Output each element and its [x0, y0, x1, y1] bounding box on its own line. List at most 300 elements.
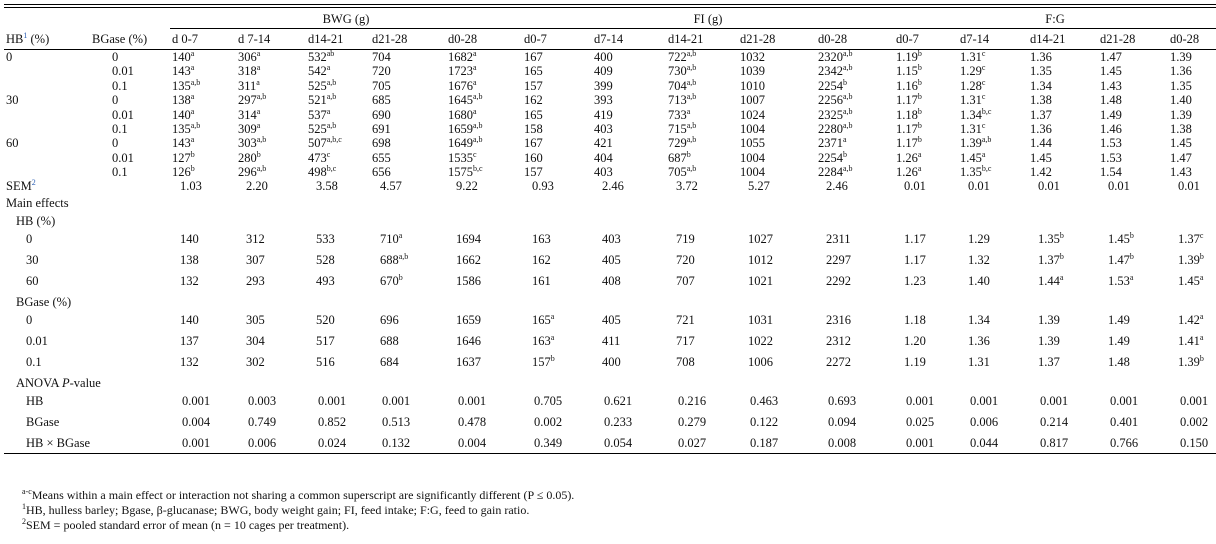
- cell-value: 1.54: [1100, 165, 1122, 179]
- table-cell: [1028, 93, 1098, 107]
- table-cell: [816, 93, 894, 107]
- table-cell: [958, 270, 1028, 291]
- table-cell: [1028, 64, 1098, 78]
- cell-value: 1.49: [1100, 107, 1122, 122]
- cell-value: 705: [372, 78, 391, 93]
- cell-superscript: a: [1129, 272, 1134, 282]
- cell-value: 722: [668, 50, 687, 64]
- cell-superscript: b: [686, 149, 691, 159]
- table-cell: [522, 50, 592, 65]
- cell-value: 670: [380, 273, 399, 288]
- table-cell: [958, 165, 1028, 179]
- table-cell: [738, 151, 816, 165]
- cell-superscript: a,b: [686, 164, 697, 173]
- cell-superscript: a: [190, 92, 195, 102]
- cell-superscript: b: [917, 106, 922, 116]
- table-cell: [446, 122, 522, 136]
- cell-value: 143: [172, 136, 191, 151]
- cell-superscript: a,b: [686, 63, 697, 73]
- table-cell: [170, 351, 236, 372]
- table-body: [4, 50, 1216, 454]
- table-cell: [894, 249, 958, 270]
- cell-value: 1.19: [896, 50, 918, 64]
- table-cell: [738, 64, 816, 78]
- table-cell: 0.001: [382, 393, 411, 408]
- cell-value: 1.45: [1100, 64, 1122, 79]
- cell-value: 302: [246, 354, 265, 369]
- table-cell: [894, 309, 958, 330]
- table-cell: [306, 270, 370, 291]
- table-cell: [894, 50, 958, 65]
- table-cell: [1098, 136, 1168, 150]
- table-cell: [306, 136, 370, 150]
- cell-value: 1.44: [1038, 273, 1060, 288]
- main-effect-level: 0.01: [26, 333, 48, 348]
- cell-superscript: b,c: [326, 164, 337, 173]
- results-table: [4, 4, 1216, 454]
- cell-value: 2254: [818, 78, 843, 93]
- footnote: [22, 518, 574, 533]
- bgase-level: 0.1: [112, 165, 128, 179]
- table-cell: [236, 122, 306, 136]
- main-effect-level: 30: [26, 252, 39, 267]
- table-cell: [958, 79, 1028, 93]
- anova-factor: HB: [26, 393, 44, 408]
- table-cell: [306, 351, 370, 372]
- table-cell: [522, 351, 592, 372]
- table-cell: [958, 330, 1028, 351]
- table-cell: [666, 136, 738, 150]
- cell-value: 138: [172, 93, 191, 108]
- table-cell: [958, 351, 1028, 372]
- table-cell: [170, 50, 236, 65]
- column-header: d7-14: [958, 29, 1028, 50]
- cell-value: 2371: [818, 136, 843, 151]
- table-cell: [1098, 330, 1168, 351]
- cell-value: 719: [676, 231, 695, 246]
- footnote-marker: 2: [22, 517, 26, 526]
- table-cell: [1168, 309, 1216, 330]
- table-cell: 0.003: [248, 393, 277, 408]
- bgase-level: 0.01: [112, 107, 134, 122]
- cell-value: 729: [668, 136, 687, 151]
- cell-superscript: a: [190, 135, 195, 145]
- table-cell: 0.002: [534, 414, 563, 429]
- table-cell: [1168, 165, 1216, 179]
- table-cell: [592, 122, 666, 136]
- footnote-marker: a-c: [22, 487, 32, 496]
- table-cell: [236, 108, 306, 122]
- cell-superscript: a,b: [843, 164, 853, 173]
- cell-superscript: c: [981, 77, 986, 87]
- cell-superscript: a: [550, 332, 555, 342]
- cell-value: 656: [372, 165, 391, 179]
- cell-value: 1682: [448, 50, 473, 64]
- column-header: d7-14: [592, 29, 666, 50]
- table-cell: 0.693: [828, 393, 857, 408]
- cell-value: 1.19: [904, 354, 926, 369]
- table-cell: [738, 136, 816, 150]
- table-cell: 0.279: [678, 414, 707, 429]
- cell-value: 1006: [748, 354, 773, 369]
- table-cell: [522, 165, 592, 179]
- hb-level: [4, 79, 90, 93]
- sem-label: [4, 179, 90, 194]
- column-header: d0-7: [894, 29, 958, 50]
- cell-value: 127: [172, 150, 191, 165]
- table-cell: [370, 136, 446, 150]
- table-cell: [236, 309, 306, 330]
- cell-value: 1.17: [904, 231, 926, 246]
- table-cell: [958, 93, 1028, 107]
- table-row: [4, 165, 1216, 179]
- cell-superscript: b: [917, 135, 922, 145]
- cell-value: 1.35: [1038, 231, 1060, 246]
- column-header: d 7-14: [236, 29, 306, 50]
- table-cell: [236, 330, 306, 351]
- cell-value: 537: [308, 107, 327, 122]
- table-cell: [446, 93, 522, 107]
- table-cell: [1168, 79, 1216, 93]
- table-cell: 0.233: [604, 414, 633, 429]
- table-cell: [592, 249, 666, 270]
- table-cell: [816, 330, 894, 351]
- table-cell: [738, 330, 816, 351]
- table-cell: 2.46: [602, 179, 624, 194]
- table-cell: [1098, 228, 1168, 249]
- cell-value: 1.45: [1178, 273, 1200, 288]
- table-cell: [894, 136, 958, 150]
- table-cell: [1168, 50, 1216, 65]
- table-cell: [666, 330, 738, 351]
- cell-value: 688: [380, 333, 399, 348]
- table-cell: [446, 351, 522, 372]
- footnote: [22, 503, 574, 518]
- table-cell: [370, 228, 446, 249]
- table-cell: [170, 228, 236, 249]
- table-cell: [1098, 165, 1168, 179]
- cell-value: 1.47: [1170, 150, 1192, 165]
- cell-value: 2292: [826, 273, 851, 288]
- cell-value: 318: [238, 64, 257, 79]
- table-cell: [446, 270, 522, 291]
- cell-value: 167: [524, 136, 543, 151]
- bgase-level: 0: [112, 50, 119, 64]
- cell-superscript: a,b: [843, 49, 853, 58]
- table-cell: [958, 228, 1028, 249]
- main-effect-hb-label-row: [4, 210, 1216, 228]
- footnote-marker: 1: [22, 502, 26, 511]
- cell-superscript: a: [256, 63, 261, 73]
- table-cell: [738, 122, 816, 136]
- table-cell: 0.054: [592, 432, 666, 454]
- cell-value: 1.39: [1038, 333, 1060, 348]
- table-cell: 0.001: [170, 432, 236, 454]
- table-cell: [306, 93, 370, 107]
- cell-superscript: c: [981, 63, 986, 73]
- cell-value: 1.29: [960, 64, 982, 79]
- cell-value: 507: [308, 136, 327, 151]
- cell-superscript: a: [326, 106, 331, 116]
- cell-superscript: b: [1059, 251, 1064, 261]
- cell-superscript: a,b: [256, 92, 267, 102]
- table-cell: 0.513: [382, 414, 411, 429]
- table-cell: 0.001: [970, 393, 999, 408]
- footnote-text: Means within a main effect or interaction not sharing a common superscript are significantly different (P ≤ 0.05).: [31, 488, 575, 502]
- cell-superscript: c: [981, 120, 986, 130]
- table-row: [4, 108, 1216, 122]
- main-effect-row: [4, 330, 1216, 351]
- table-cell: [816, 151, 894, 165]
- cell-superscript: c: [326, 149, 331, 159]
- cell-superscript: a: [473, 106, 477, 116]
- bgase-level: 0.01: [112, 64, 134, 79]
- cell-value: 498: [308, 165, 327, 179]
- cell-superscript: a: [473, 63, 477, 73]
- table-cell: [1168, 108, 1216, 122]
- table-cell: [306, 228, 370, 249]
- table-cell: [1168, 351, 1216, 372]
- table-cell: [816, 228, 894, 249]
- table-cell: [370, 108, 446, 122]
- table-cell: [894, 351, 958, 372]
- cell-value: 162: [524, 93, 543, 108]
- table-cell: [1098, 93, 1168, 107]
- table-cell: 0.001: [318, 393, 347, 408]
- table-cell: [306, 249, 370, 270]
- table-cell: [894, 228, 958, 249]
- cell-value: 1.26: [896, 150, 918, 165]
- cell-value: 1.39: [1178, 354, 1200, 369]
- table-cell: [894, 79, 958, 93]
- table-cell: [236, 64, 306, 78]
- cell-value: 1.42: [1030, 165, 1052, 179]
- table-cell: [894, 122, 958, 136]
- cell-value: 2325: [818, 107, 843, 122]
- cell-value: 1.34: [960, 107, 982, 122]
- footnote-text: HB, hulless barley; Bgase, β-glucanase; BWG, body weight gain; FI, feed intake; F:G, feed to gain ratio.: [26, 503, 530, 517]
- footnote-text: SEM = pooled standard error of mean (n = 10 cages per treatment).: [26, 518, 350, 532]
- cell-value: 542: [308, 64, 327, 79]
- table-cell: [446, 330, 522, 351]
- table-cell: [738, 165, 816, 179]
- column-header: d0-28: [446, 29, 522, 50]
- table-cell: [592, 351, 666, 372]
- table-cell: [738, 93, 816, 107]
- cell-value: 1.17: [904, 252, 926, 267]
- cell-value: 1.39: [960, 136, 982, 151]
- bgase-level: 0: [112, 93, 119, 108]
- cell-value: 1.43: [1170, 165, 1192, 179]
- table-cell: [894, 165, 958, 179]
- table-cell: 3.58: [316, 179, 338, 194]
- cell-value: 163: [532, 231, 551, 246]
- cell-value: 528: [316, 252, 335, 267]
- table-cell: [894, 330, 958, 351]
- cell-value: 1.39: [1170, 50, 1192, 64]
- cell-value: 1024: [740, 107, 765, 122]
- cell-superscript: a,b: [686, 120, 697, 130]
- bgase-level: 0: [112, 136, 119, 151]
- table-cell: [816, 351, 894, 372]
- table-cell: 0.132: [370, 432, 446, 454]
- cell-superscript: b: [256, 149, 261, 159]
- cell-value: 720: [372, 64, 391, 79]
- table-cell: [592, 270, 666, 291]
- table-cell: [738, 79, 816, 93]
- table-cell: [1168, 122, 1216, 136]
- table-cell: 0.187: [738, 432, 816, 454]
- table-cell: [1028, 270, 1098, 291]
- cell-superscript: a,b: [326, 92, 337, 102]
- table-cell: [522, 93, 592, 107]
- table-cell: [1028, 249, 1098, 270]
- cell-value: 1659: [448, 121, 473, 136]
- table-cell: 0.001: [906, 393, 935, 408]
- table-cell: [958, 122, 1028, 136]
- cell-superscript: b,c: [981, 106, 992, 116]
- table-cell: 0.852: [318, 414, 347, 429]
- cell-value: 1637: [456, 354, 481, 369]
- cell-superscript: a: [190, 63, 195, 73]
- hb-level: [4, 122, 90, 136]
- table-cell: [236, 93, 306, 107]
- table-cell: 1.03: [180, 179, 202, 194]
- cell-value: 684: [380, 354, 399, 369]
- table-cell: [306, 50, 370, 65]
- column-header-row: [4, 29, 1216, 50]
- cell-value: 307: [246, 252, 265, 267]
- table-cell: [1028, 122, 1098, 136]
- cell-value: 1039: [740, 64, 765, 79]
- table-cell: 0.766: [1098, 432, 1168, 454]
- cell-superscript: a,b: [843, 63, 853, 73]
- cell-value: 516: [316, 354, 335, 369]
- table-cell: [666, 228, 738, 249]
- table-cell: [1028, 108, 1098, 122]
- table-cell: [1028, 79, 1098, 93]
- table-cell: [1098, 50, 1168, 65]
- column-header: d0-28: [816, 29, 894, 50]
- cell-value: 708: [676, 354, 695, 369]
- cell-value: 2311: [826, 231, 851, 246]
- cell-superscript: b: [843, 77, 847, 87]
- cell-value: 1.39: [1038, 312, 1060, 327]
- column-header: d0-28: [1168, 29, 1216, 50]
- table-cell: [1098, 309, 1168, 330]
- table-cell: [592, 228, 666, 249]
- table-cell: [894, 270, 958, 291]
- column-header: d21-28: [738, 29, 816, 50]
- table-cell: [446, 136, 522, 150]
- table-cell: 0.002: [1180, 414, 1209, 429]
- cell-value: 400: [602, 354, 621, 369]
- table-cell: [1028, 351, 1098, 372]
- cell-value: 710: [380, 231, 399, 246]
- table-cell: [522, 249, 592, 270]
- cell-superscript: b: [917, 92, 922, 102]
- table-cell: [522, 108, 592, 122]
- cell-value: 1.43: [1100, 78, 1122, 93]
- cell-value: 1676: [448, 78, 473, 93]
- sem-sup: 2: [31, 178, 36, 188]
- table-cell: [666, 165, 738, 179]
- table-cell: 0.001: [458, 393, 487, 408]
- main-effect-hb-label: HB (%): [16, 214, 56, 228]
- cell-superscript: a: [473, 77, 477, 87]
- table-cell: [816, 270, 894, 291]
- cell-value: 403: [594, 165, 613, 179]
- table-cell: [170, 79, 236, 93]
- table-cell: [666, 108, 738, 122]
- cell-superscript: a: [550, 311, 555, 321]
- cell-superscript: a,b: [473, 92, 483, 102]
- cell-value: 720: [676, 252, 695, 267]
- cell-value: 405: [602, 312, 621, 327]
- table-cell: 0.93: [532, 179, 554, 194]
- table-cell: [370, 270, 446, 291]
- table-cell: [816, 108, 894, 122]
- table-row: [4, 93, 1216, 107]
- table-cell: [522, 151, 592, 165]
- cell-value: 705: [668, 165, 687, 179]
- cell-superscript: b,c: [981, 164, 992, 173]
- cell-superscript: c: [1199, 230, 1204, 240]
- table-cell: 0.705: [534, 393, 563, 408]
- cell-value: 140: [172, 107, 191, 122]
- cell-value: 293: [246, 273, 265, 288]
- cell-value: 721: [676, 312, 695, 327]
- cell-value: 158: [524, 121, 543, 136]
- cell-value: 165: [524, 107, 543, 122]
- cell-value: 717: [676, 333, 695, 348]
- table-cell: [170, 165, 236, 179]
- table-cell: [1098, 351, 1168, 372]
- table-cell: [306, 79, 370, 93]
- table-cell: 0.01: [904, 179, 926, 194]
- cell-superscript: b: [1129, 251, 1134, 261]
- cell-value: 1.47: [1108, 252, 1130, 267]
- cell-value: 163: [532, 333, 551, 348]
- table-cell: [236, 79, 306, 93]
- cell-value: 1.28: [960, 78, 982, 93]
- table-cell: [522, 309, 592, 330]
- table-cell: [1098, 64, 1168, 78]
- cell-value: 403: [594, 121, 613, 136]
- cell-superscript: a,b: [190, 77, 201, 87]
- cell-superscript: a,b: [473, 135, 483, 145]
- cell-value: 1.35: [1030, 64, 1052, 79]
- cell-superscript: c: [981, 49, 986, 58]
- cell-superscript: a: [256, 120, 261, 130]
- cell-value: 521: [308, 93, 327, 108]
- cell-value: 421: [594, 136, 613, 151]
- cell-superscript: b: [917, 63, 922, 73]
- cell-value: 1.45: [1170, 136, 1192, 151]
- cell-value: 132: [180, 354, 199, 369]
- cell-value: 525: [308, 121, 327, 136]
- bgase-level: 0.1: [112, 78, 128, 93]
- cell-value: 1021: [748, 273, 773, 288]
- cell-value: 2297: [826, 252, 851, 267]
- cell-superscript: a,b: [686, 77, 697, 87]
- cell-value: 157: [524, 165, 543, 179]
- cell-value: 1.37: [1038, 354, 1060, 369]
- table-cell: [738, 108, 816, 122]
- table-row: [4, 122, 1216, 136]
- table-cell: [816, 64, 894, 78]
- cell-superscript: a,b: [843, 106, 853, 116]
